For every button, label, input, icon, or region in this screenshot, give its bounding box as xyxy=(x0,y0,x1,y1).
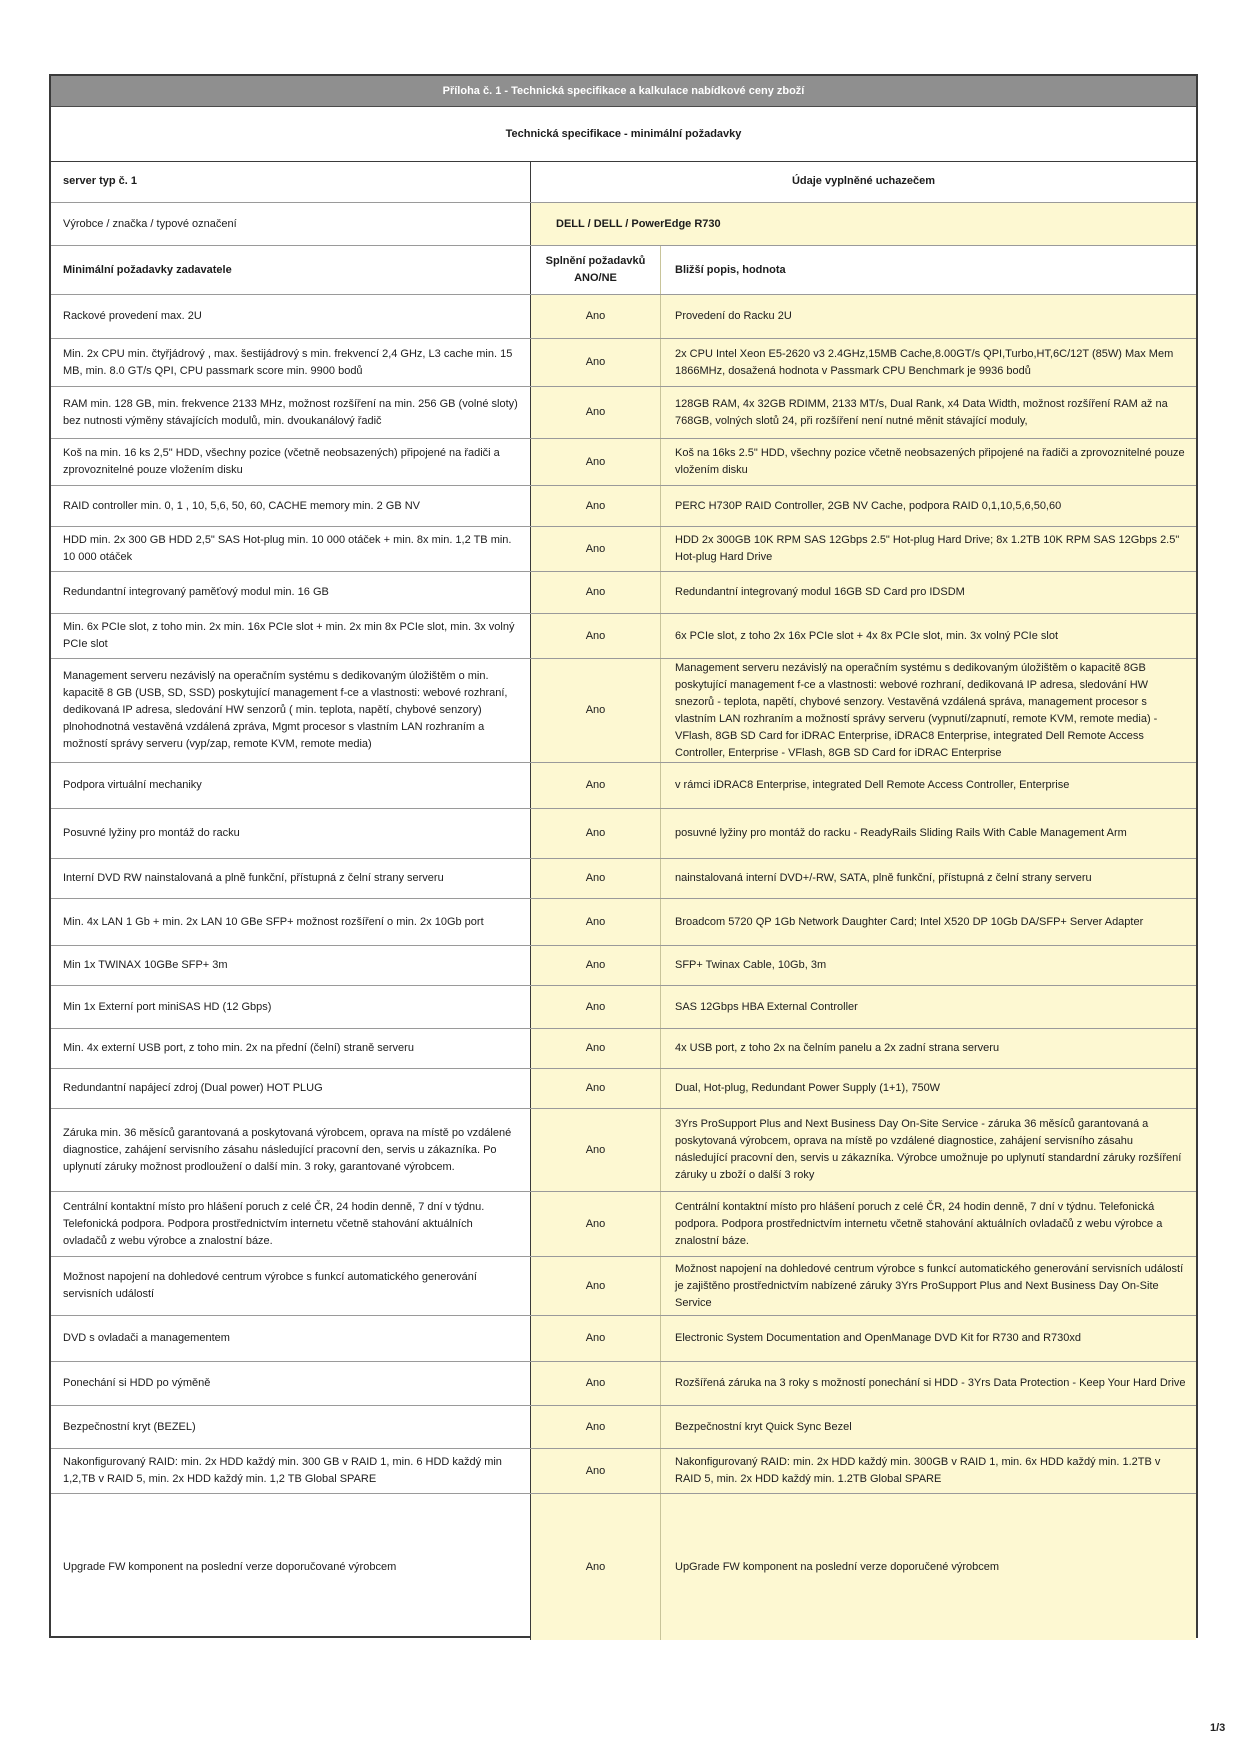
requirement-row xyxy=(51,809,1196,859)
fulfilment-value: Ano xyxy=(531,1069,661,1108)
fulfilment-value: Ano xyxy=(531,899,661,945)
sheet-subtitle: Technická specifikace - minimální požadavky xyxy=(51,106,1196,162)
requirement-row xyxy=(51,572,1196,614)
requirement-row xyxy=(51,614,1196,659)
fulfilment-value: Ano xyxy=(531,809,661,858)
description-value: 2x CPU Intel Xeon E5-2620 v3 2.4GHz,15MB Cache,8.00GT/s QPI,Turbo,HT,6C/12T (85W) Max Mem 1866MHz, dosažená hodnota v Passmark CPU Benchmark je 9936 bodů xyxy=(661,339,1196,386)
fulfilment-value: Ano xyxy=(531,295,661,338)
requirement-text: Záruka min. 36 měsíců garantovaná a poskytovaná výrobcem, oprava na místě po vzdálené diagnostice, zahájení servisního zásahu následující pracovní den, servis u zákazníka. Po uplynutí záruky možnost prodloužení o další min. 3 roky, garantované výrobcem. xyxy=(51,1109,531,1191)
requirement-text: Posuvné lyžiny pro montáž do racku xyxy=(51,809,531,858)
header-requirements: Minimální požadavky zadavatele xyxy=(51,246,531,294)
requirement-text: Bezpečnostní kryt (BEZEL) xyxy=(51,1406,531,1448)
requirement-row xyxy=(51,1069,1196,1109)
requirement-row xyxy=(51,1449,1196,1494)
description-value: SAS 12Gbps HBA External Controller xyxy=(661,986,1196,1028)
description-value: 6x PCIe slot, z toho 2x 16x PCIe slot + 4x 8x PCIe slot, min. 3x volný PCIe slot xyxy=(661,614,1196,658)
manufacturer-value-text: DELL / DELL / PowerEdge R730 xyxy=(556,217,721,230)
fulfilment-value: Ano xyxy=(531,614,661,658)
filled-by-bidder-text: Údaje vyplněné uchazečem xyxy=(791,175,936,187)
requirement-text: Min. 4x LAN 1 Gb + min. 2x LAN 10 GBe SFP+ možnost rozšíření o min. 2x 10Gb port xyxy=(51,899,531,945)
header-description: Bližší popis, hodnota xyxy=(661,246,1196,294)
requirement-text: Ponechání si HDD po výměně xyxy=(51,1362,531,1405)
specification-sheet xyxy=(49,74,1198,1638)
fulfilment-value: Ano xyxy=(531,1257,661,1315)
requirement-row xyxy=(51,1494,1196,1640)
requirement-row xyxy=(51,1109,1196,1192)
fulfilment-value: Ano xyxy=(531,527,661,571)
description-value: 4x USB port, z toho 2x na čelním panelu a 2x zadní strana serveru xyxy=(661,1029,1196,1068)
fulfilment-value: Ano xyxy=(531,946,661,985)
requirement-row xyxy=(51,527,1196,572)
description-value: Management serveru nezávislý na operačním systému s dedikovaným úložištěm o kapacitě 8GB poskytující management f-ce a vlastnosti: webové rozhraní, dedikovaná IP adresa, sledování HW snezorů - teplota, napětí, chybové senzory. Vestavěná vzdálená správa, management procesor s vlastním LAN rozhraním a možností správy serveru (vypnutí/zapnutí, remote KVM, remote media) - VFlash, 8GB SD Card for iDRAC Enterprise, iDRAC8 Enterprise, integrated Dell Remote Access Controller, Enterprise - VFlash, 8GB SD Card for iDRAC Enterprise xyxy=(661,659,1196,762)
description-value: nainstalovaná interní DVD+/-RW, SATA, plně funkční, přístupná z čelní strany serveru xyxy=(661,859,1196,898)
requirement-text: RAID controller min. 0, 1 , 10, 5,6, 50, 60, CACHE memory min. 2 GB NV xyxy=(51,486,531,526)
requirement-row xyxy=(51,339,1196,387)
description-value: PERC H730P RAID Controller, 2GB NV Cache, podpora RAID 0,1,10,5,6,50,60 xyxy=(661,486,1196,526)
requirement-row xyxy=(51,946,1196,986)
requirement-row xyxy=(51,486,1196,527)
description-value: Electronic System Documentation and OpenManage DVD Kit for R730 and R730xd xyxy=(661,1316,1196,1361)
requirement-text: HDD min. 2x 300 GB HDD 2,5" SAS Hot-plug min. 10 000 otáček + min. 8x min. 1,2 TB min. 10 000 otáček xyxy=(51,527,531,571)
description-value: HDD 2x 300GB 10K RPM SAS 12Gbps 2.5" Hot-plug Hard Drive; 8x 1.2TB 10K RPM SAS 12Gbps 2.5" Hot-plug Hard Drive xyxy=(661,527,1196,571)
description-value: UpGrade FW komponent na poslední verze doporučené výrobcem xyxy=(661,1494,1196,1640)
fulfilment-value: Ano xyxy=(531,1494,661,1640)
fulfilment-value: Ano xyxy=(531,339,661,386)
description-value: Broadcom 5720 QP 1Gb Network Daughter Card; Intel X520 DP 10Gb DA/SFP+ Server Adapter xyxy=(661,899,1196,945)
page-number: 1/3 xyxy=(1210,1722,1226,1734)
requirement-text: Min. 2x CPU min. čtyřjádrový , max. šestijádrový s min. frekvencí 2,4 GHz, L3 cache min. 15 MB, min. 8.0 GT/s QPI, CPU passmark score min. 9900 bodů xyxy=(51,339,531,386)
description-value: Rozšířená záruka na 3 roky s možností ponechání si HDD - 3Yrs Data Protection - Keep Your Hard Drive xyxy=(661,1362,1196,1405)
requirement-text: Min. 4x externí USB port, z toho min. 2x na přední (čelní) straně serveru xyxy=(51,1029,531,1068)
description-value: v rámci iDRAC8 Enterprise, integrated Dell Remote Access Controller, Enterprise xyxy=(661,763,1196,808)
requirement-text: Min. 6x PCIe slot, z toho min. 2x min. 16x PCIe slot + min. 2x min 8x PCIe slot, min. 3x volný PCIe slot xyxy=(51,614,531,658)
fulfilment-value: Ano xyxy=(531,859,661,898)
requirement-row xyxy=(51,1192,1196,1257)
requirement-row xyxy=(51,763,1196,809)
manufacturer-row xyxy=(51,203,1196,246)
description-value: Možnost napojení na dohledové centrum výrobce s funkcí automatického generování servisních událostí je zajištěno prostřednictvím nabízené záruky 3Yrs ProSupport Plus and Next Business Day On-Site Service xyxy=(661,1257,1196,1315)
requirement-text: Management serveru nezávislý na operačním systému s dedikovaným úložištěm o min. kapacitě 8 GB (USB, SD, SSD) poskytující management f-ce a vlastnosti: webové rozhraní, dedikovaná IP adresa, sledování HW senzorů ( min. teplota, napětí, chybové senzory) plnohodnotná vestavěná vzdálená zpráva, Mgmt procesor s vlastním LAN rozhraním a možností správy serveru (vyp/zap, remote KVM, remote media) xyxy=(51,659,531,762)
requirement-row xyxy=(51,1257,1196,1316)
fulfilment-value: Ano xyxy=(531,572,661,613)
fulfilment-value: Ano xyxy=(531,1109,661,1191)
description-value: 3Yrs ProSupport Plus and Next Business Day On-Site Service - záruka 36 měsíců garantovaná a poskytovaná výrobcem, oprava na místě po vzdálené diagnostice, zahájení servisního zásahu následující pracovní den, servis u zákazníka. Výrobce umožnuje po uplynutí standardní záruky rozšíření záruky u zboží o další 3 roky xyxy=(661,1109,1196,1191)
description-value: posuvné lyžiny pro montáž do racku - ReadyRails Sliding Rails With Cable Management Arm xyxy=(661,809,1196,858)
manufacturer-label: Výrobce / značka / typové označení xyxy=(51,203,531,245)
requirement-text: Koš na min. 16 ks 2,5" HDD, všechny pozice (včetně neobsazených) připojené na řadiči a zprovoznitelné pouze vložením disku xyxy=(51,439,531,485)
description-value: Dual, Hot-plug, Redundant Power Supply (1+1), 750W xyxy=(661,1069,1196,1108)
server-type-row xyxy=(51,161,1196,203)
requirement-text: Min 1x Externí port miniSAS HD (12 Gbps) xyxy=(51,986,531,1028)
description-value: Redundantní integrovaný modul 16GB SD Card pro IDSDM xyxy=(661,572,1196,613)
description-value: Nakonfigurovaný RAID: min. 2x HDD každý min. 300GB v RAID 1, min. 6x HDD každý min. 1.2TB v RAID 5, min. 2x HDD každý min. 1.2TB Global SPARE xyxy=(661,1449,1196,1493)
requirement-row xyxy=(51,1406,1196,1449)
requirement-text: Nakonfigurovaný RAID: min. 2x HDD každý min. 300 GB v RAID 1, min. 6 HDD každý min 1,2,TB v RAID 5, min. 2x HDD každý min. 1,2 TB Global SPARE xyxy=(51,1449,531,1493)
requirement-row xyxy=(51,899,1196,946)
requirement-row xyxy=(51,859,1196,899)
requirement-row xyxy=(51,1362,1196,1406)
requirement-text: Interní DVD RW nainstalovaná a plně funkční, přístupná z čelní strany serveru xyxy=(51,859,531,898)
server-type-label: server typ č. 1 xyxy=(51,161,531,202)
requirement-text: DVD s ovladači a managementem xyxy=(51,1316,531,1361)
description-value: 128GB RAM, 4x 32GB RDIMM, 2133 MT/s, Dual Rank, x4 Data Width, možnost rozšíření RAM až na 768GB, volných slotů 24, při rozšíření není nutné měnit stávající moduly, xyxy=(661,387,1196,438)
requirement-text: Upgrade FW komponent na poslední verze doporučované výrobcem xyxy=(51,1494,531,1640)
requirement-row xyxy=(51,439,1196,486)
requirement-row xyxy=(51,659,1196,763)
requirement-text: Min 1x TWINAX 10GBe SFP+ 3m xyxy=(51,946,531,985)
description-value: Koš na 16ks 2.5" HDD, všechny pozice včetně neobsazených připojené na řadiči a zprovoznitelné pouze vložením disku xyxy=(661,439,1196,485)
filled-by-bidder-label xyxy=(531,161,1196,202)
requirement-row xyxy=(51,387,1196,439)
fulfilment-value: Ano xyxy=(531,1362,661,1405)
column-header-row xyxy=(51,246,1196,295)
requirement-row xyxy=(51,986,1196,1029)
requirement-row xyxy=(51,1316,1196,1362)
annex-banner: Příloha č. 1 - Technická specifikace a kalkulace nabídkové ceny zboží xyxy=(51,76,1196,107)
description-value: Bezpečnostní kryt Quick Sync Bezel xyxy=(661,1406,1196,1448)
requirement-text: Redundantní integrovaný paměťový modul min. 16 GB xyxy=(51,572,531,613)
requirement-row xyxy=(51,1029,1196,1069)
requirement-text: RAM min. 128 GB, min. frekvence 2133 MHz, možnost rozšíření na min. 256 GB (volné sloty) bez nutnosti výměny stávajících modulů, min. dvoukanálový řadič xyxy=(51,387,531,438)
requirement-text: Rackové provedení max. 2U xyxy=(51,295,531,338)
fulfilment-value: Ano xyxy=(531,1192,661,1256)
manufacturer-value xyxy=(531,203,1196,245)
fulfilment-value: Ano xyxy=(531,986,661,1028)
requirement-text: Podpora virtuální mechaniky xyxy=(51,763,531,808)
requirement-text: Možnost napojení na dohledové centrum výrobce s funkcí automatického generování servisních událostí xyxy=(51,1257,531,1315)
fulfilment-value: Ano xyxy=(531,1316,661,1361)
requirement-text: Centrální kontaktní místo pro hlášení poruch z celé ČR, 24 hodin denně, 7 dní v týdnu. Telefonická podpora. Podpora prostřednictvím internetu včetně stahování aktuálních ovladačů z webu výrobce a znalostní báze. xyxy=(51,1192,531,1256)
requirement-text: Redundantní napájecí zdroj (Dual power) HOT PLUG xyxy=(51,1069,531,1108)
description-value: Provedení do Racku 2U xyxy=(661,295,1196,338)
description-value: SFP+ Twinax Cable, 10Gb, 3m xyxy=(661,946,1196,985)
fulfilment-value: Ano xyxy=(531,1449,661,1493)
requirement-row xyxy=(51,295,1196,339)
fulfilment-value: Ano xyxy=(531,763,661,808)
fulfilment-value: Ano xyxy=(531,387,661,438)
fulfilment-value: Ano xyxy=(531,1406,661,1448)
fulfilment-value: Ano xyxy=(531,1029,661,1068)
fulfilment-value: Ano xyxy=(531,486,661,526)
fulfilment-value: Ano xyxy=(531,659,661,762)
fulfilment-value: Ano xyxy=(531,439,661,485)
header-fulfilment: Splnění požadavků ANO/NE xyxy=(531,246,661,294)
description-value: Centrální kontaktní místo pro hlášení poruch z celé ČR, 24 hodin denně, 7 dní v týdnu. Telefonická podpora. Podpora prostřednictvím internetu včetně stahování aktuálních ovladačů z webu výrobce a znalostní báze. xyxy=(661,1192,1196,1256)
